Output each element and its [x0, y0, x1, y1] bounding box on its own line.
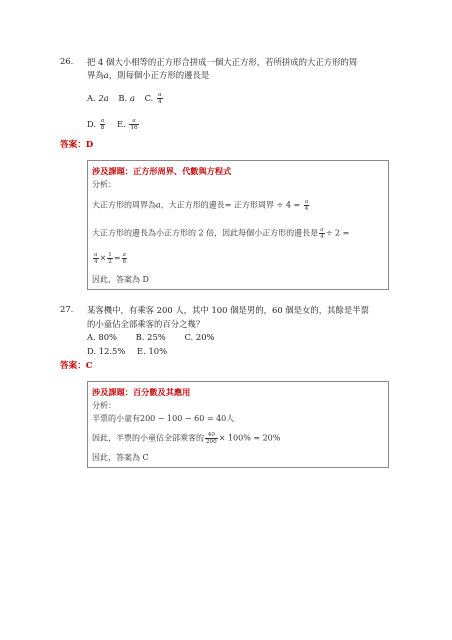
question-26-answer: 答案：D — [60, 140, 94, 150]
option-e-label: E. — [116, 119, 126, 129]
question-27-answer: 答案：C — [60, 361, 93, 371]
question-26-number: 26. — [60, 56, 74, 66]
question-27-conclusion: 因此，答案為 C — [92, 453, 149, 462]
option-e-fraction — [129, 118, 138, 131]
question-27-analysis-label: 分析： — [92, 401, 116, 410]
option-d-fraction — [100, 118, 106, 131]
expl-2-suffix: ÷ 2 = — [325, 228, 350, 238]
option-c-numerator: a — [158, 92, 162, 98]
option-d-denominator: 8 — [100, 125, 105, 131]
expl-2-denominator: 4 — [320, 234, 324, 240]
expl-3-f1-denominator: 4 — [94, 259, 98, 265]
question-26-line-2 — [87, 69, 209, 81]
q27-option-e: E. 10% — [137, 346, 168, 356]
expl-1-middle: ，大正方形的邊長= 正方形周界 ÷ 4 = — [160, 200, 301, 210]
expl-3-f2-numerator: 1 — [108, 252, 112, 258]
expl-2-fraction — [319, 227, 325, 240]
q27-expl-2-denominator: 200 — [206, 439, 217, 445]
question-26-line-2-suffix: ，則每個小正方形的邊長是 — [108, 70, 210, 80]
expl-3-f2-denominator: 2 — [108, 259, 112, 265]
expl-1-fraction — [304, 199, 310, 212]
question-26-conclusion: 因此，答案為 D — [92, 275, 149, 284]
question-26-options-row-1 — [87, 92, 164, 105]
expl-3-equals: = — [113, 253, 121, 263]
question-27-explanation-line-1: 半票的小童有200 − 100 − 60 = 40人 — [92, 414, 235, 423]
option-d-label: D. — [87, 119, 97, 129]
option-b-value: a — [129, 93, 135, 103]
q27-expl-2-prefix: 因此，半票的小童佔全部乘客的 — [92, 433, 204, 443]
question-26-analysis-label: 分析： — [92, 180, 116, 189]
expl-3-f3-numerator: a — [122, 252, 126, 258]
option-e-numerator: a — [129, 118, 138, 125]
expl-3-fraction-3 — [122, 252, 128, 265]
question-26-options-row-2 — [87, 118, 140, 131]
expl-1-variable: a — [156, 200, 161, 210]
question-27-options-row-1 — [87, 332, 215, 342]
question-27-line-2: 的小童佔全部乘客的百分之幾？ — [87, 319, 205, 329]
question-26-topic-title: 涉及課題：正方形周界、代數與方程式 — [92, 166, 232, 176]
question-26-explanation-line-3 — [92, 252, 128, 265]
option-e-denominator: 16 — [130, 125, 138, 131]
question-27-topic-title: 涉及課題：百分數及其應用 — [92, 387, 191, 397]
question-26-line-2-prefix: 界為 — [87, 70, 104, 80]
q27-option-b: B. 25% — [135, 332, 166, 342]
option-c-fraction — [157, 92, 163, 105]
q27-option-d: D. 12.5% — [87, 346, 126, 356]
option-d-numerator: a — [100, 118, 105, 124]
question-26-explanation-box — [87, 160, 389, 290]
expl-3-fraction-2 — [107, 252, 113, 265]
q27-option-c: C. 20% — [184, 332, 215, 342]
option-b-label: B. — [118, 93, 128, 103]
expl-1-denominator: 4 — [304, 206, 309, 212]
expl-3-times: × — [99, 253, 107, 263]
option-a-label: A. — [87, 93, 96, 103]
option-a-value: 2a — [98, 93, 109, 103]
expl-2-numerator: a — [320, 227, 324, 233]
question-27-options-row-2 — [87, 346, 167, 356]
expl-3-fraction-1 — [93, 252, 99, 265]
expl-1-numerator: a — [304, 199, 309, 205]
q27-expl-2-fraction — [205, 432, 218, 445]
expl-1-prefix: 大正方形的周界為 — [92, 200, 156, 210]
q27-expl-2-numerator: 40 — [205, 432, 218, 439]
question-26-explanation-line-1 — [92, 199, 310, 212]
option-c-denominator: 4 — [158, 99, 162, 105]
question-27-line-1: 某客機中，有乘客 200 人，其中 100 個是男的，60 個是女的，其餘是半票 — [87, 305, 370, 315]
question-26-line-1: 把 4 個大小相等的正方形合拼成一個大正方形，若所拼成的大正方形的周 — [87, 57, 358, 67]
option-c-label: C. — [144, 93, 154, 103]
expl-3-f3-denominator: 8 — [122, 259, 127, 265]
expl-3-f1-numerator: a — [94, 252, 98, 258]
question-27-explanation-line-2 — [92, 432, 280, 445]
question-27-number: 27. — [60, 304, 74, 314]
q27-expl-2-suffix: × 100% = 20% — [218, 433, 281, 443]
q27-option-a: A. 80% — [87, 332, 117, 342]
expl-2-prefix: 大正方形的邊長為小正方形的 2 倍，因此每個小正方形的邊長是 — [92, 228, 319, 238]
question-26-variable: a — [103, 70, 109, 80]
question-26-explanation-line-2 — [92, 227, 349, 240]
question-27-explanation-box — [87, 381, 389, 468]
